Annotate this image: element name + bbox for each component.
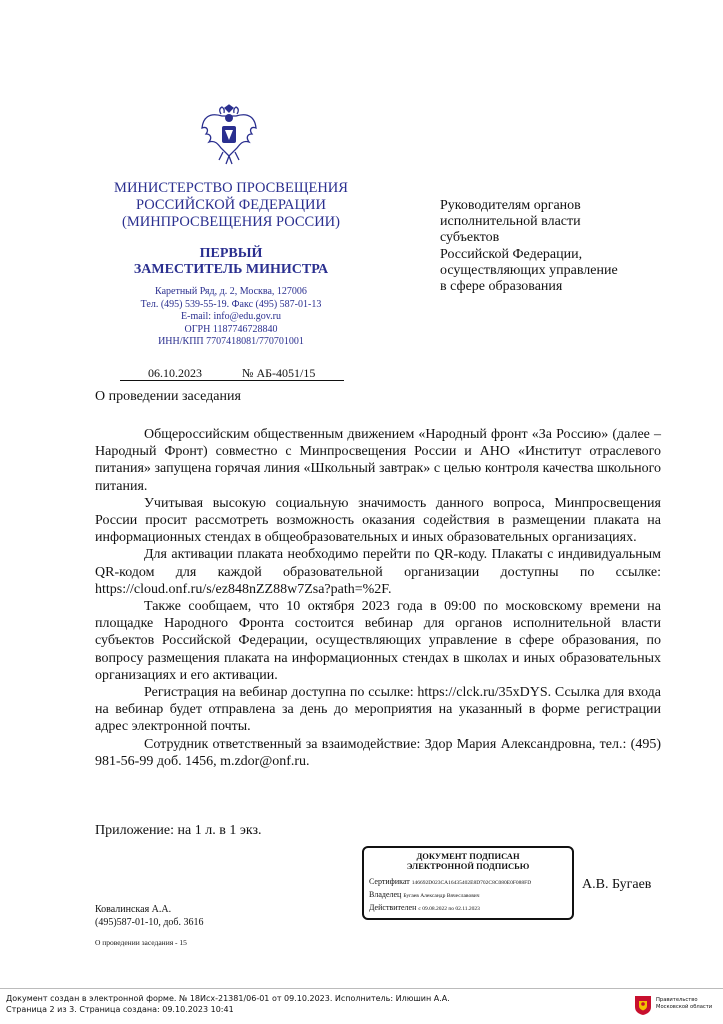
body-paragraph: Сотрудник ответственный за взаимодействие: Здор Мария Александровна, тел.: (495) 981-56-99 доб. 1456, m.zdor@onf.ru. <box>95 736 661 769</box>
stamp-owner-row <box>369 889 567 902</box>
moscow-region-government <box>656 997 712 1010</box>
letter-body <box>95 426 661 770</box>
owner-value: Бугаев Александр Вячеславович <box>403 893 480 899</box>
body-paragraph: Также сообщаем, что 10 октября 2023 года в 09:00 по московскому времени на площадке Народного Фронта состоится вебинар для органов исполнительной власти субъектов Российской Федерации, осуществляющих управление в сфере образования, по вопросу размещения плаката на информационных стендах в школах и иных образовательных организациях и его активации. <box>95 599 661 683</box>
stamp-title-line: ЭЛЕКТРОННОЙ ПОДПИСЬЮ <box>406 861 530 871</box>
addressee-line: исполнительной власти <box>440 214 581 230</box>
ministry-name <box>100 180 362 231</box>
validity-label: Действителен <box>369 903 417 912</box>
underline <box>120 380 344 381</box>
stamp-title-line: ДОКУМЕНТ ПОДПИСАН <box>416 851 520 861</box>
addressee-line: в сфере образования <box>440 279 563 295</box>
executor-info <box>95 904 204 929</box>
executor-line: Ковалинская А.А. <box>95 904 172 915</box>
body-paragraph: Регистрация на вебинар доступна по ссылке: https://clck.ru/35xDYS. Ссылка для входа на вебинар будет отправлена за день до мероприятия на указанный в форме регистрации адрес электронной почты. <box>95 685 661 735</box>
contact-line: Тел. (495) 539-55-19. Факс (495) 587-01-13 <box>140 298 322 310</box>
footer-info <box>6 994 450 1015</box>
ministry-contacts <box>100 286 362 349</box>
gov-line: Московской области <box>656 1003 713 1010</box>
addressee-line: осуществляющих управление <box>440 262 618 278</box>
ministry-line: МИНИСТЕРСТВО ПРОСВЕЩЕНИЯ <box>114 180 348 196</box>
body-paragraph: Учитывая высокую социальную значимость данного вопроса, Минпросвещения России просит рассмотреть возможность оказания содействия в размещении плаката на информационных стендах в общеобразовательных и иных образовательных организациях. <box>95 495 661 546</box>
stamp-certificate-row <box>369 876 567 889</box>
file-reference: О проведении заседания - 15 <box>95 938 187 947</box>
attachment-note: Приложение: на 1 л. в 1 экз. <box>95 823 262 838</box>
body-paragraph: Общероссийским общественным движением «Народный фронт «За Россию» (далее – Народный Фронт) совместно с Минпросвещения России и АНО «Институт отраслевого питания» запущена горячая линия «Школьный завтрак» с целью контроля качества школьного питания. <box>95 427 661 494</box>
validity-value: с 09.08.2022 по 02.11.2023 <box>418 906 480 912</box>
contact-line: E-mail: info@edu.gov.ru <box>181 311 281 322</box>
date-number-line <box>120 366 345 382</box>
letter-subject: О проведении заседания <box>95 389 241 404</box>
ministry-line: (МИНПРОСВЕЩЕНИЯ РОССИИ) <box>122 214 340 230</box>
owner-label: Владелец <box>369 890 402 899</box>
e-signature-stamp <box>362 846 574 920</box>
signer-name: А.В. Бугаев <box>582 877 652 892</box>
contact-line: ОГРН 1187746728840 <box>184 323 278 335</box>
footer-line: Документ создан в электронной форме. № 18Исх-21381/06-01 от 09.10.2023. Исполнитель: Илюшин А.А. <box>6 994 450 1003</box>
ministry-line: РОССИЙСКОЙ ФЕДЕРАЦИИ <box>136 197 326 213</box>
footer-divider <box>0 988 723 989</box>
letter-date: 06.10.2023 <box>148 366 202 380</box>
body-paragraph: Для активации плаката необходимо перейти по QR-коду. Плакаты с индивидуальным QR-кодом для каждой образовательной организации доступны по ссылке: https://cloud.onf.ru/s/ez848nZZ88w7Zsa?path=%2F. <box>95 547 661 597</box>
stamp-title <box>369 851 567 871</box>
position-line: ПЕРВЫЙ <box>199 246 263 261</box>
footer-line: Страница 2 из 3. Страница создана: 09.10.2023 10:41 <box>6 1004 234 1014</box>
certificate-label: Сертификат <box>369 877 410 886</box>
certificate-value: 146692D023CA16435402E8D702C8C080E0F088FD <box>411 880 532 886</box>
gov-line: Правительство <box>656 997 698 1003</box>
official-position <box>100 246 362 278</box>
letter-number: № АБ-4051/15 <box>242 366 316 380</box>
addressee-line: Российской Федерации, <box>440 246 583 262</box>
moscow-region-emblem-icon <box>634 995 652 1016</box>
addressee-block <box>440 198 680 295</box>
position-line: ЗАМЕСТИТЕЛЬ МИНИСТРА <box>133 262 329 277</box>
coat-of-arms-icon <box>199 104 259 168</box>
stamp-validity-row <box>369 902 567 915</box>
addressee-line: субъектов <box>440 230 500 246</box>
contact-line: Каретный Ряд, д. 2, Москва, 127006 <box>155 286 307 297</box>
executor-line: (495)587-01-10, доб. 3616 <box>95 916 204 928</box>
addressee-line: Руководителям органов <box>440 198 581 213</box>
contact-line: ИНН/КПП 7707418081/770701001 <box>158 336 304 347</box>
